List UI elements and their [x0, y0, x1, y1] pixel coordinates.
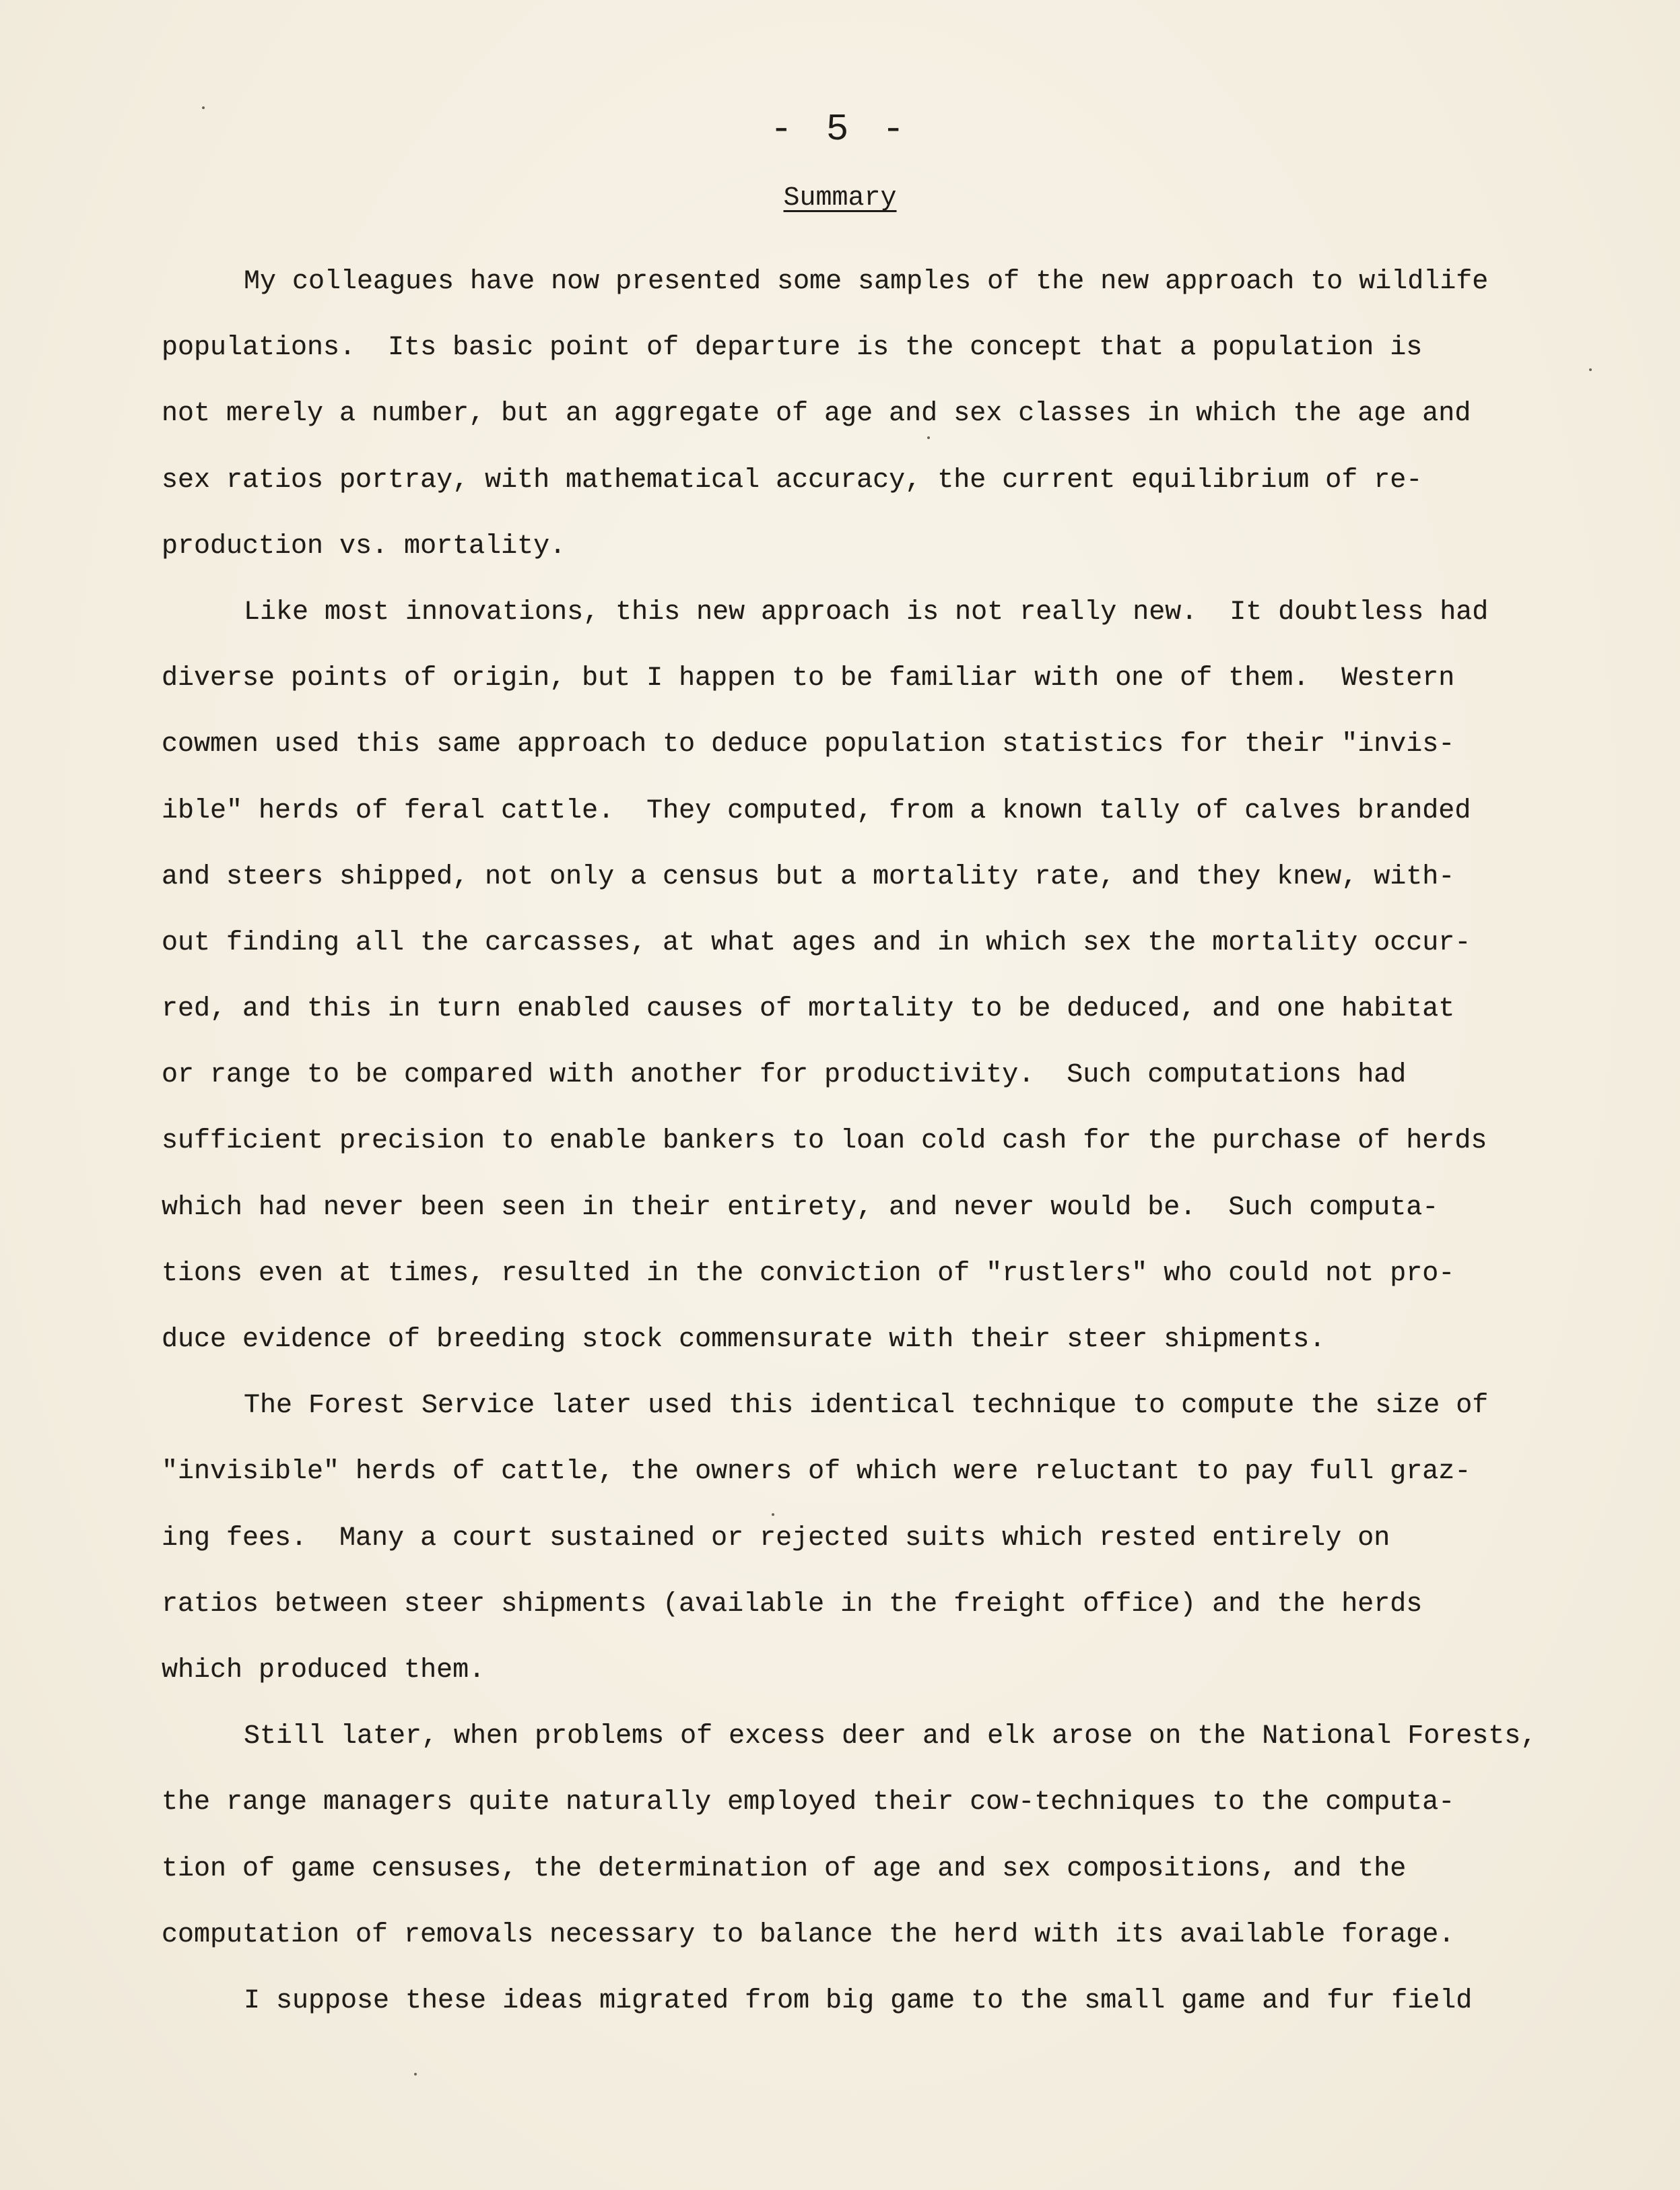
paper-speck: [772, 1513, 774, 1516]
section-heading: [0, 183, 1680, 213]
text-line: tions even at times, resulted in the conviction of "rustlers" who could not pro-: [162, 1258, 1455, 1289]
paper-speck: [414, 2073, 417, 2076]
text-line: and steers shipped, not only a census but a mortality rate, and they knew, with-: [162, 861, 1455, 892]
text-line: "invisible" herds of cattle, the owners of which were reluctant to pay full graz-: [162, 1457, 1471, 1488]
text-line: cowmen used this same approach to deduce population statistics for their "invis-: [162, 729, 1455, 760]
text-line: production vs. mortality.: [162, 531, 566, 562]
text-line: populations. Its basic point of departure is the concept that a population is: [162, 333, 1423, 364]
text-line: sufficient precision to enable bankers to loan cold cash for the purchase of herds: [162, 1126, 1487, 1157]
text-line: not merely a number, but an aggregate of age and sex classes in which the age and: [162, 399, 1471, 430]
section-heading-text: Summary: [783, 183, 897, 213]
text-line: diverse points of origin, but I happen to be familiar with one of them. Western: [162, 663, 1455, 694]
page-number: - 5 -: [770, 108, 910, 151]
text-line: Like most innovations, this new approach is not really new. It doubtless had: [244, 597, 1489, 628]
text-line: The Forest Service later used this identical technique to compute the size of: [244, 1391, 1489, 1422]
text-line: which had never been seen in their entirety, and never would be. Such computa-: [162, 1192, 1439, 1223]
text-line: computation of removals necessary to balance the herd with its available forage.: [162, 1919, 1455, 1950]
text-line: duce evidence of breeding stock commensurate with their steer shipments.: [162, 1325, 1326, 1355]
text-line: Still later, when problems of excess deer and elk arose on the National Forests,: [244, 1721, 1537, 1752]
text-line: the range managers quite naturally employed their cow-techniques to the computa-: [162, 1787, 1455, 1818]
body-text: [162, 249, 1562, 2034]
text-line: My colleagues have now presented some samples of the new approach to wildlife: [244, 267, 1489, 297]
text-line: ing fees. Many a court sustained or rejected suits which rested entirely on: [162, 1523, 1390, 1554]
text-line: which produced them.: [162, 1655, 485, 1686]
text-line: sex ratios portray, with mathematical accuracy, the current equilibrium of re-: [162, 465, 1423, 496]
paper-speck: [1589, 368, 1592, 371]
text-line: tion of game censuses, the determination of age and sex compositions, and the: [162, 1853, 1407, 1884]
text-line: out finding all the carcasses, at what ages and in which sex the mortality occur-: [162, 927, 1471, 958]
text-line: red, and this in turn enabled causes of mortality to be deduced, and one habitat: [162, 994, 1455, 1025]
paper-speck: [202, 106, 205, 109]
text-line: or range to be compared with another for productivity. Such computations had: [162, 1060, 1407, 1091]
text-line: I suppose these ideas migrated from big game to the small game and fur field: [244, 1985, 1473, 2016]
paper-speck: [927, 436, 930, 439]
text-line: ible" herds of feral cattle. They computed, from a known tally of calves branded: [162, 795, 1471, 826]
text-line: ratios between steer shipments (available in the freight office) and the herds: [162, 1589, 1423, 1620]
